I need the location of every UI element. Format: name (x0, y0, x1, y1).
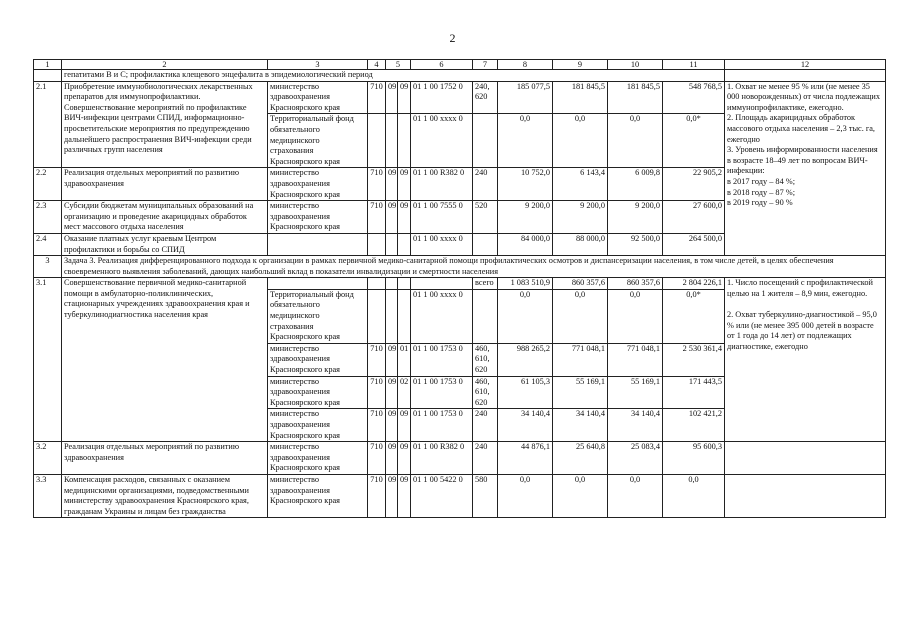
task-continuation-text: гепатитами В и С; профилактика клещевого энцефалита в эпидемиологический период (62, 70, 725, 82)
value-total: 95 600,3 (663, 442, 725, 475)
pr-code: 09 (398, 168, 411, 201)
executor: министерство здравоохранения Красноярского края (268, 343, 368, 376)
pr-code: 01 (398, 343, 411, 376)
row-number: 3.2 (34, 442, 62, 475)
row-number: 2.3 (34, 201, 62, 234)
pr-code: 09 (398, 474, 411, 517)
executor: министерство здравоохранения Красноярского края (268, 474, 368, 517)
grbs-code: 710 (368, 343, 386, 376)
value-2017: 61 105,3 (498, 376, 553, 409)
value-2017: 84 000,0 (498, 233, 553, 255)
csr-code: 01 1 00 хххх 0 (411, 289, 473, 343)
grbs-code: 710 (368, 442, 386, 475)
rz-code: 09 (386, 442, 398, 475)
csr-code: 01 1 00 R382 0 (411, 442, 473, 475)
value-2017: 988 265,2 (498, 343, 553, 376)
value-2018: 0,0 (553, 114, 608, 168)
activity-name: Совершенствование первичной медико-санитарной помощи в амбулаторно-поликлинических, стационарных учреждениях здравоохранения края и туберкулинодиагностика населения края (62, 278, 268, 442)
executor: министерство здравоохранения Красноярского края (268, 168, 368, 201)
value-total: 0,0* (663, 114, 725, 168)
csr-code: 01 1 00 хххх 0 (411, 233, 473, 255)
pr-code: 09 (398, 201, 411, 234)
pr-code: 09 (398, 409, 411, 442)
executor: министерство здравоохранения Красноярского края (268, 442, 368, 475)
csr-code: 01 1 00 1753 0 (411, 376, 473, 409)
task-heading: Задача 3. Реализация дифференцированного подхода к организации в рамках первичной медико-санитарной помощи профилактических осмотров и диспансеризации населения, в том числе детей, в целях обеспечения своевременного выявления заболеваний, дающих наибольший вклад в показатели инвалидизации и смертности населения (62, 256, 886, 278)
value-2018: 771 048,1 (553, 343, 608, 376)
row-number: 2.1 (34, 81, 62, 168)
pr-code: 09 (398, 81, 411, 114)
value-2017: 44 876,1 (498, 442, 553, 475)
expected-results: 1. Число посещений с профилактической целью на 1 жителя – 8,9 мин, ежегодно. 2. Охват туберкулино-диагностикой – 95,0 % или (не менее 395 000 детей в возрасте от 1 года до 14 лет) от подлежащих диагностике, ежегодно (725, 278, 886, 442)
value-2017: 10 752,0 (498, 168, 553, 201)
program-table (33, 59, 886, 518)
row-number: 3.3 (34, 474, 62, 517)
col-header: 1 (34, 60, 62, 70)
col-header: 10 (608, 60, 663, 70)
value-2018: 34 140,4 (553, 409, 608, 442)
value-2018: 181 845,5 (553, 81, 608, 114)
rz-code: 09 (386, 409, 398, 442)
vr-code: 460, 610, 620 (473, 343, 498, 376)
grbs-code: 710 (368, 474, 386, 517)
activity-name: Компенсация расходов, связанных с оказанием медицинскими организациями, подведомственными министерству здравоохранения Красноярского края, гражданам Украины и лицам без гражданства (62, 474, 268, 517)
activity-name: Оказание платных услуг краевым Центром профилактики и борьбы со СПИД (62, 233, 268, 255)
csr-code: 01 1 00 хххх 0 (411, 114, 473, 168)
column-number-row (34, 60, 886, 70)
value-total: 22 905,2 (663, 168, 725, 201)
rz-code: 09 (386, 81, 398, 114)
value-2019: 771 048,1 (608, 343, 663, 376)
vr-code: 240 (473, 442, 498, 475)
value-2018: 0,0 (553, 289, 608, 343)
executor: министерство здравоохранения Красноярского края (268, 81, 368, 114)
grbs-code: 710 (368, 376, 386, 409)
value-2019: 55 169,1 (608, 376, 663, 409)
grbs-code: 710 (368, 409, 386, 442)
row-number: 2.2 (34, 168, 62, 201)
value-2019: 6 009,8 (608, 168, 663, 201)
value-2018: 9 200,0 (553, 201, 608, 234)
value-2018: 55 169,1 (553, 376, 608, 409)
grbs-code: 710 (368, 81, 386, 114)
table-row (34, 278, 886, 290)
csr-code: 01 1 00 1752 0 (411, 81, 473, 114)
csr-code: 01 1 00 5422 0 (411, 474, 473, 517)
value-2019: 25 083,4 (608, 442, 663, 475)
value-2017: 9 200,0 (498, 201, 553, 234)
value-2019: 92 500,0 (608, 233, 663, 255)
col-header: 12 (725, 60, 886, 70)
value-total: 2 530 361,4 (663, 343, 725, 376)
col-header: 11 (663, 60, 725, 70)
value-total: 2 804 226,1 (663, 278, 725, 290)
row-number: 2.4 (34, 233, 62, 255)
value-2017: 34 140,4 (498, 409, 553, 442)
csr-code: 01 1 00 R382 0 (411, 168, 473, 201)
value-total: 27 600,0 (663, 201, 725, 234)
value-total: 102 421,2 (663, 409, 725, 442)
col-header: 6 (411, 60, 473, 70)
row-number: 3 (34, 256, 62, 278)
vr-code: 240 (473, 168, 498, 201)
page-number: 2 (449, 31, 456, 45)
value-2018: 25 640,8 (553, 442, 608, 475)
table-row (34, 256, 886, 278)
value-2017: 0,0 (498, 474, 553, 517)
executor: министерство здравоохранения Красноярского края (268, 376, 368, 409)
activity-name: Реализация отдельных мероприятий по развитию здравоохранения (62, 442, 268, 475)
value-2017: 1 083 510,9 (498, 278, 553, 290)
vr-code: 460, 610, 620 (473, 376, 498, 409)
value-2017: 0,0 (498, 289, 553, 343)
csr-code: 01 1 00 1753 0 (411, 343, 473, 376)
value-2019: 0,0 (608, 114, 663, 168)
value-total: 0,0 (663, 474, 725, 517)
activity-name: Реализация отдельных мероприятий по развитию здравоохранения (62, 168, 268, 201)
value-2018: 6 143,4 (553, 168, 608, 201)
activity-name: Приобретение иммунобиологических лекарственных препаратов для иммунопрофилактики. Совершенствование мероприятий по профилактике ВИЧ-инфекции центрами СПИД, информационно-просветительские мероприятия по предупреждению дальнейшего распространения ВИЧ-инфекции среди различных групп населения (62, 81, 268, 168)
value-total: 548 768,5 (663, 81, 725, 114)
col-header: 8 (498, 60, 553, 70)
csr-code: 01 1 00 7555 0 (411, 201, 473, 234)
pr-code: 09 (398, 442, 411, 475)
expected-results: 1. Охват не менее 95 % или (не менее 35 000 новорожденных) от числа подлежащих иммунопрофилактике, ежегодно. 2. Площадь акарицидных обработок массового отдыха населения – 2,3 тыс. га, ежегодно 3. Уровень информированности населения в возрасте 18–49 лет по вопросам ВИЧ-инфекции: в 2017 году – 84 %; в 2018 году – 87 %; в 2019 году – 90 % (725, 81, 886, 256)
table-row (34, 70, 886, 82)
value-2018: 88 000,0 (553, 233, 608, 255)
rz-code: 09 (386, 474, 398, 517)
table-row (34, 474, 886, 517)
vr-code: 580 (473, 474, 498, 517)
rz-code: 09 (386, 343, 398, 376)
table-row (34, 81, 886, 114)
col-header: 3 (268, 60, 368, 70)
col-header: 4 (368, 60, 386, 70)
col-header: 9 (553, 60, 608, 70)
grbs-code: 710 (368, 168, 386, 201)
value-2019: 181 845,5 (608, 81, 663, 114)
value-total: 171 443,5 (663, 376, 725, 409)
value-2018: 0,0 (553, 474, 608, 517)
table-row (34, 442, 886, 475)
value-2019: 34 140,4 (608, 409, 663, 442)
value-2017: 0,0 (498, 114, 553, 168)
value-2019: 0,0 (608, 474, 663, 517)
executor: Территориальный фонд обязательного медицинского страхования Красноярского края (268, 289, 368, 343)
value-2017: 185 077,5 (498, 81, 553, 114)
vr-code: 240 (473, 409, 498, 442)
vr-code: 520 (473, 201, 498, 234)
value-2019: 9 200,0 (608, 201, 663, 234)
executor: министерство здравоохранения Красноярского края (268, 201, 368, 234)
grbs-code: 710 (368, 201, 386, 234)
value-total: 0,0* (663, 289, 725, 343)
col-header: 7 (473, 60, 498, 70)
rz-code: 09 (386, 168, 398, 201)
value-total: 264 500,0 (663, 233, 725, 255)
row-number: 3.1 (34, 278, 62, 442)
executor: министерство здравоохранения Красноярского края (268, 409, 368, 442)
value-2018: 860 357,6 (553, 278, 608, 290)
total-label: всего (473, 278, 498, 290)
col-header: 2 (62, 60, 268, 70)
executor: Территориальный фонд обязательного медицинского страхования Красноярского края (268, 114, 368, 168)
rz-code: 09 (386, 376, 398, 409)
value-2019: 860 357,6 (608, 278, 663, 290)
pr-code: 02 (398, 376, 411, 409)
value-2019: 0,0 (608, 289, 663, 343)
csr-code: 01 1 00 1753 0 (411, 409, 473, 442)
rz-code: 09 (386, 201, 398, 234)
vr-code: 240, 620 (473, 81, 498, 114)
activity-name: Субсидии бюджетам муниципальных образований на организацию и проведение акарицидных обработок мест массового отдыха населения (62, 201, 268, 234)
col-header: 5 (386, 60, 411, 70)
